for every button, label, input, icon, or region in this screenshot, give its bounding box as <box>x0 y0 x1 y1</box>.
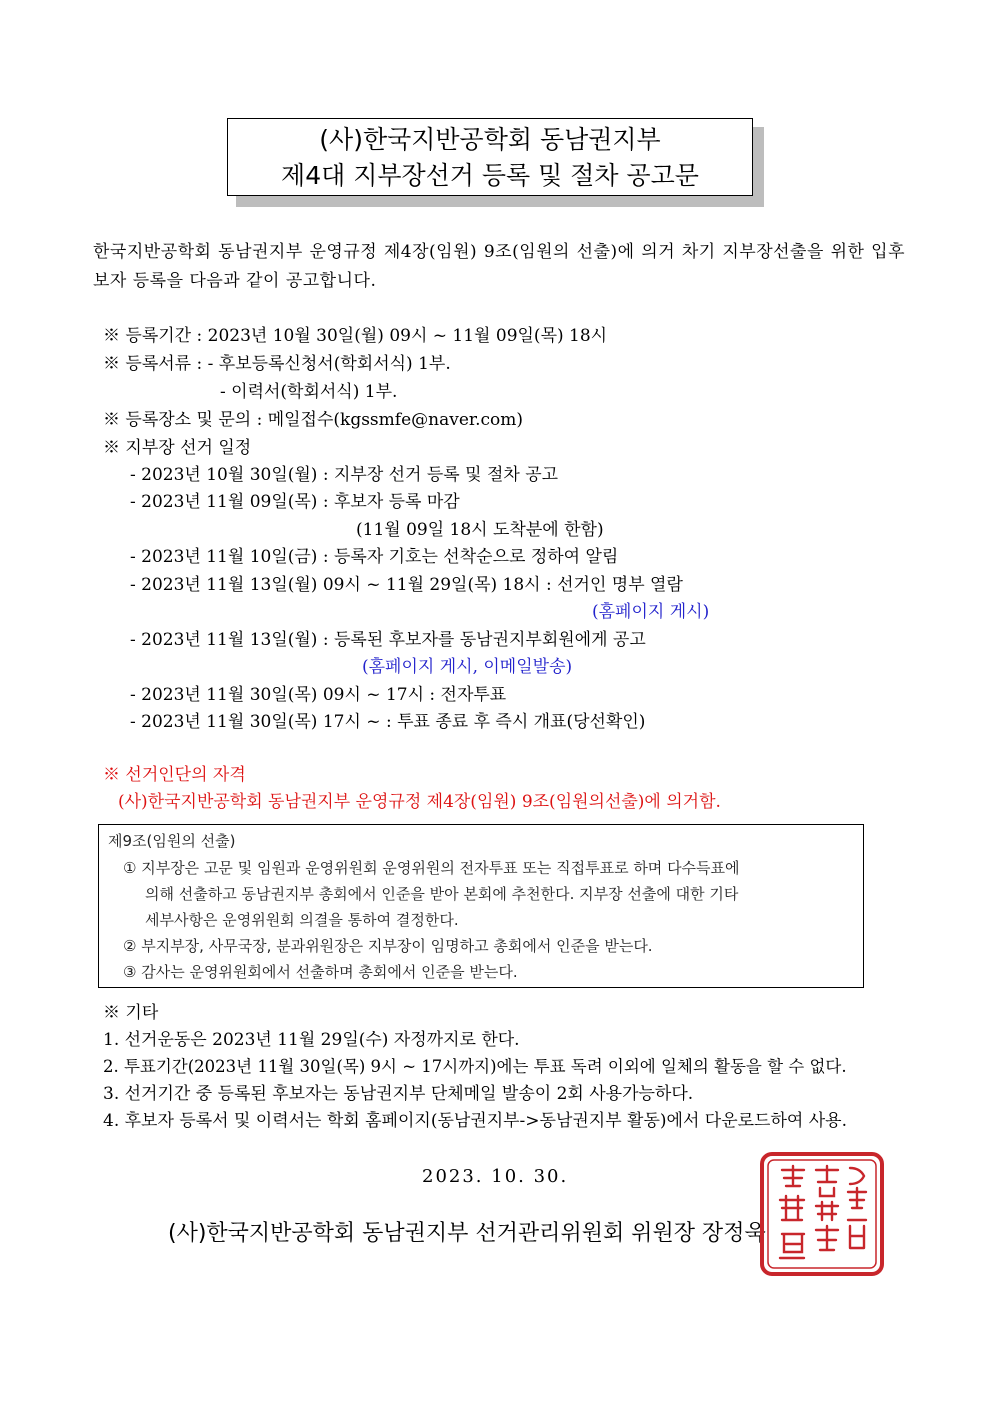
schedule-item-6: - 2023년 11월 30일(목) 09시 ~ 17시 : 전자투표 <box>130 685 507 705</box>
registration-period: ※ 등록기간 : 2023년 10월 30일(월) 09시 ~ 11월 09일(목) 18시 <box>103 326 608 346</box>
other-heading: ※ 기타 <box>103 1003 159 1023</box>
other-item-2: 2. 투표기간(2023년 11월 30일(목) 9시 ~ 17시까지)에는 투표 독려 이외에 일체의 활동을 할 수 없다. <box>103 1057 847 1076</box>
schedule-item-4: - 2023년 11월 13일(월) 09시 ~ 11월 29일(목) 18시 : 선거인 명부 열람 <box>130 575 683 595</box>
document-date: 2023. 10. 30. <box>422 1166 569 1187</box>
schedule-item-5: - 2023년 11월 13일(월) : 등록된 후보자를 동남권지부회원에게 공고 <box>130 630 646 650</box>
other-item-4: 4. 후보자 등록서 및 이력서는 학회 홈페이지(동남권지부->동남권지부 활동)에서 다운로드하여 사용. <box>103 1111 847 1131</box>
article-heading: 제9조(임원의 선출) <box>108 832 236 850</box>
other-item-3: 3. 선거기간 중 등록된 후보자는 동남권지부 단체메일 발송이 2회 사용가능하다. <box>103 1084 694 1104</box>
article-para-2: ② 부지부장, 사무국장, 분과위원장은 지부장이 임명하고 총회에서 인준을 받는다. <box>123 937 653 955</box>
official-seal-icon <box>758 1150 886 1278</box>
title-line-1: (사)한국지반공학회 동남권지부 <box>319 125 661 154</box>
schedule-item-5-note: (홈페이지 게시, 이메일발송) <box>362 657 573 677</box>
eligibility-heading: ※ 선거인단의 자격 <box>103 765 246 785</box>
title-line-2: 제4대 지부장선거 등록 및 절차 공고문 <box>281 161 699 190</box>
schedule-item-2: - 2023년 11월 09일(목) : 후보자 등록 마감 <box>130 492 460 512</box>
article-para-1-line-2: 의해 선출하고 동남권지부 총회에서 인준을 받아 본회에 추천한다. 지부장 선출에 대한 기타 <box>145 885 739 903</box>
signature-line: (사)한국지반공학회 동남권지부 선거관리위원회 위원장 장정욱 <box>168 1221 766 1246</box>
article-box <box>98 824 864 988</box>
title-box <box>227 118 755 198</box>
schedule-item-3: - 2023년 11월 10일(금) : 등록자 기호는 선착순으로 정하여 알림 <box>130 547 619 567</box>
eligibility-text: (사)한국지반공학회 동남권지부 운영규정 제4장(임원) 9조(임원의선출)에 의거함. <box>118 792 721 812</box>
article-para-3: ③ 감사는 운영위원회에서 선출하며 총회에서 인준을 받는다. <box>123 963 518 981</box>
registration-docs-1: ※ 등록서류 : - 후보등록신청서(학회서식) 1부. <box>103 354 451 374</box>
intro-paragraph: 한국지반공학회 동남권지부 운영규정 제4장(임원) 9조(임원의 선출)에 의거 차기 지부장선출을 위한 입후보자 등록을 다음과 같이 공고합니다. <box>93 242 905 291</box>
schedule-heading: ※ 지부장 선거 일정 <box>103 438 252 458</box>
schedule-item-1: - 2023년 10월 30일(월) : 지부장 선거 등록 및 절차 공고 <box>130 465 559 485</box>
other-item-1: 1. 선거운동은 2023년 11월 29일(수) 자정까지로 한다. <box>103 1030 520 1050</box>
article-para-1-line-1: ① 지부장은 고문 및 임원과 운영위원회 운영위원의 전자투표 또는 직접투표로 하며 다수득표에 <box>123 859 740 877</box>
schedule-item-4-note: (홈페이지 게시) <box>592 602 710 622</box>
article-para-1-line-3: 세부사항은 운영위원회 의결을 통하여 결정한다. <box>145 911 459 929</box>
schedule-item-7: - 2023년 11월 30일(목) 17시 ~ : 투표 종료 후 즉시 개표(당선확인) <box>130 712 646 732</box>
schedule-item-2-note: (11월 09일 18시 도착분에 한함) <box>356 520 604 540</box>
registration-docs-2: - 이력서(학회서식) 1부. <box>220 382 398 402</box>
title-frame <box>227 118 753 196</box>
registration-place: ※ 등록장소 및 문의 : 메일접수(kgssmfe@naver.com) <box>103 410 524 430</box>
